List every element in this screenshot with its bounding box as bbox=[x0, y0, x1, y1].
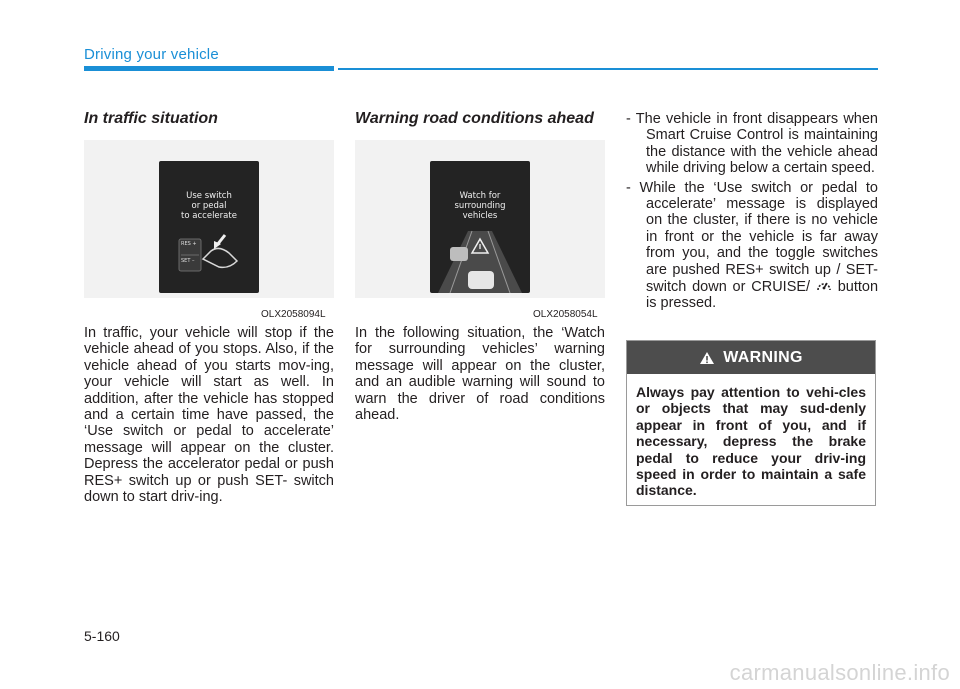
header-rule-thick bbox=[84, 66, 334, 71]
list-item: - The vehicle in front disappears when Smart Cruise Control is maintaining the distance with the vehicle ahead while driving below a certain speed. bbox=[626, 111, 878, 177]
cluster-screen-text: Use switch or pedal to accelerate bbox=[181, 191, 237, 221]
set-button-label: SET – bbox=[181, 258, 195, 264]
list-item bbox=[626, 180, 878, 312]
warning-text: Always pay attention to vehi-cles or objects that may sud-denly appear in front of you, and if necessary, depress the brake pedal to reduce your driv-ing speed in order to maintain a safe distance. bbox=[636, 384, 866, 499]
watermark: carmanualsonline.info bbox=[729, 660, 950, 685]
page-number: 5-160 bbox=[84, 628, 120, 644]
warning-box bbox=[626, 340, 876, 506]
steering-switch-icon bbox=[159, 161, 259, 293]
warning-header bbox=[627, 341, 875, 374]
bullet-text-end: button is pressed. bbox=[646, 279, 879, 312]
cluster-screen-text: Watch for surrounding vehicles bbox=[454, 191, 506, 221]
heading-traffic-situation: In traffic situation bbox=[84, 110, 218, 127]
header-rule-thin bbox=[338, 68, 878, 70]
body-road-conditions: In the following situation, the ‘Watch for surrounding vehicles’ warning message will appear on the cluster, and an audible warning will sound to warn the driver of road conditions ahead. bbox=[355, 325, 605, 424]
warning-triangle-icon bbox=[699, 351, 715, 365]
body-traffic: In traffic, your vehicle will stop if the vehicle ahead of you stops. Also, if the vehicle ahead of you starts mov-ing, your vehicle will start as well. In addition, after the vehicle has stopped and a certain time have passed, the ‘Use switch or pedal to accelerate’ message will appear on the cluster. Depress the accelerator pedal or push RES+ switch up or push SET- switch down to start driv-ing. bbox=[84, 325, 334, 506]
section-title: Driving your vehicle bbox=[84, 46, 219, 63]
cluster-screen bbox=[430, 161, 530, 293]
figure-code-traffic: OLX2058094L bbox=[261, 309, 326, 320]
figure-traffic bbox=[84, 140, 334, 298]
cluster-screen bbox=[159, 161, 259, 293]
heading-road-conditions: Warning road conditions ahead bbox=[355, 110, 594, 127]
surrounding-vehicles-icon bbox=[430, 161, 530, 293]
res-button-label: RES + bbox=[181, 241, 197, 247]
bullet-list bbox=[626, 111, 878, 315]
figure-road-conditions bbox=[355, 140, 605, 298]
cruise-icon bbox=[816, 278, 832, 292]
bullet-text: - While the ‘Use switch or pedal to accelerate’ message is displayed on the cluster, if there is no vehicle in front or the vehicle is far away from you, and the toggle switches are pushed RES+ switch up / SET- switch down or CRUISE/ bbox=[626, 179, 878, 296]
warning-title: WARNING bbox=[723, 348, 803, 366]
figure-code-road-conditions: OLX2058054L bbox=[533, 309, 598, 320]
